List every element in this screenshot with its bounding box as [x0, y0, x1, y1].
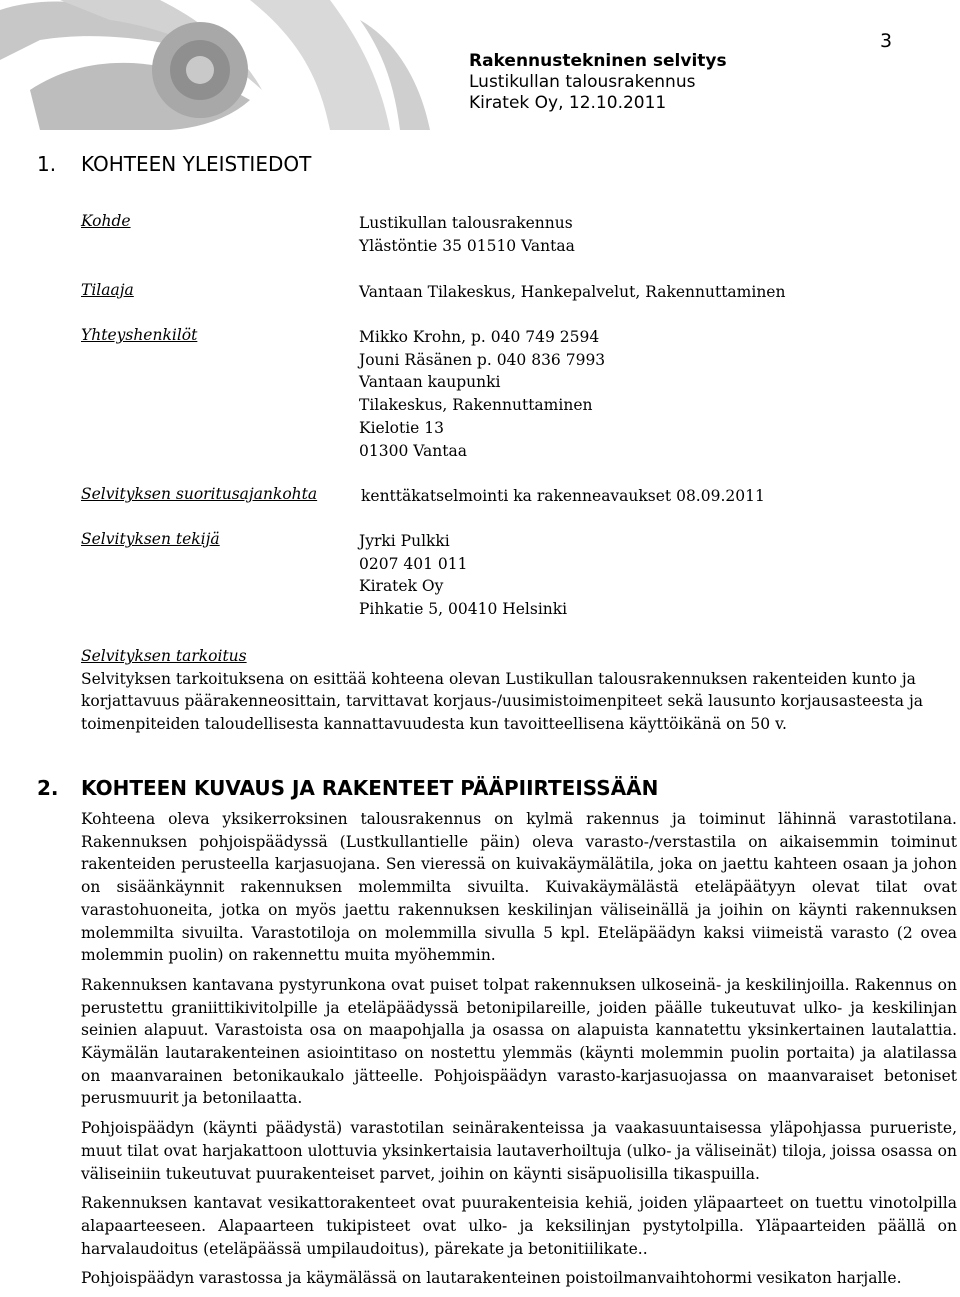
section-1-title: KOHTEEN YLEISTIEDOT — [81, 152, 312, 176]
page-number: 3 — [880, 30, 893, 52]
contact-line: Vantaan kaupunki — [359, 373, 501, 392]
kiratek-eye-logo — [0, 0, 440, 130]
kohde-value — [359, 212, 575, 257]
section-2-number: 2. — [37, 776, 59, 800]
tekija-label: Selvityksen tekijä — [81, 530, 220, 548]
tekija-line: 0207 401 011 — [359, 554, 468, 573]
tilaaja-value — [359, 281, 785, 304]
section-1-number: 1. — [37, 152, 57, 176]
ajankohta-label: Selvityksen suoritusajankohta — [81, 485, 318, 503]
kohde-line: Lustikullan talousrakennus — [359, 214, 573, 232]
header-title: Rakennustekninen selvitys — [469, 51, 727, 71]
tekija-line: Pihkatie 5, 00410 Helsinki — [359, 600, 568, 619]
yhteyshenkilot-value — [359, 326, 605, 462]
document-header — [469, 51, 727, 114]
paragraph: Pohjoispäädyn varastossa ja käymälässä on lautarakenteinen poistoilmanvaihtohormi vesikaton harjalle. — [81, 1269, 902, 1288]
paragraph: Kohteena oleva yksikerroksinen talousrakennus on kylmä rakennus ja toiminut lähinnä varastotilana. Rakennuksen pohjoispäädyssä (Lustkullantielle päin) oleva varasto-/verstastila on aikaisemmin toiminut rakenteiden perusteella karjasuojana. Sen vieressä on kuivakäymälätila, joka on jaettu kahteen osaan ja johon on sisäänkäynnit rakennuksen molemmilta sivuilta. Kuivakäymälästä eteläpäätyyn olevat tilat ovat varastohuoneita, jotka on myös jaettu rakennuksen keskilinjan väliseinällä ja joihin on käynti rakennuksen molemmilta sivuilta. Varastotiloja on molemmilla sivulla 5 kpl. Eteläpäädyn kaksi viimeistä varasto (2 ovea molemmin puolin) on rakennettu muita myöhemmin. — [81, 810, 957, 965]
contact-line: Jouni Räsänen p. 040 836 7993 — [359, 350, 606, 369]
tilaaja-line: Vantaan Tilakeskus, Hankepalvelut, Rakennuttaminen — [359, 283, 786, 301]
section-2-body — [81, 808, 957, 1297]
tarkoitus-label: Selvityksen tarkoitus — [81, 647, 247, 665]
paragraph: Pohjoispäädyn (käynti päädystä) varastotilan seinärakenteissa ja vaakasuuntaisessa yläpohjassa purueriste, muut tilat ovat harjakattoon ulottuvia yksinkertaisia lautaverhoiltuja (ulko- ja väliseinät) tiloja, joissa osassa on väliseiniin tukeutuvat puurakenteiset parvet, joihin on käynti sisäpuolisilla tikaspuilla. — [81, 1119, 957, 1183]
section-2-title: KOHTEEN KUVAUS JA RAKENTEET PÄÄPIIRTEISSÄÄN — [81, 776, 659, 800]
kohde-label: Kohde — [81, 212, 131, 230]
yhteyshenkilot-label: Yhteyshenkilöt — [81, 326, 198, 344]
tekija-line: Jyrki Pulkki — [359, 532, 450, 550]
paragraph: Rakennuksen kantavana pystyrunkona ovat puiset tolpat rakennuksen ulkoseinä- ja keskilinjoilla. Rakennus on perustettu graniittikivitolpille ja eteläpäädyssä betonipilareille, joiden päälle tukeutuvat ulko- ja keskilinjan seinien alapuut. Varastoista osa on maapohjalla ja osassa on alapuista kannatettu yksinkertainen lautalattia. Käymälän lautarakenteinen asiointitaso on nostettu ylemmäs (käynti molemmin puolin portaita) ja alatilassa on maanvarainen betonikaukalo jätteelle. Pohjoispäädyn varasto-karjasuojassa on maanvaraiset betoniset perusmuurit ja betonilaatta. — [81, 975, 957, 1108]
section-2-heading — [37, 776, 658, 800]
section-1-heading — [37, 152, 311, 176]
paragraph: Rakennuksen kantavat vesikattorakenteet ovat puurakenteisia kehiä, joiden yläpaarteet on tuettu vinotolpilla alapaarteeseen. Alapaarteen tukipisteet ovat ulko- ja keksilinjan pystytolpilla. Yläpaarteiden päällä on harvalaudoitus (eteläpäässä umpilaudoitus), pärekate ja betonitiilikate.. — [81, 1194, 957, 1258]
tarkoitus-block — [81, 645, 957, 735]
kohde-line: Ylästöntie 35 01510 Vantaa — [359, 236, 575, 255]
ajankohta-value: kenttäkatselmointi ka rakenneavaukset 08.09.2011 — [361, 487, 765, 505]
contact-line: Tilakeskus, Rakennuttaminen — [359, 396, 593, 415]
tekija-value — [359, 530, 567, 621]
tarkoitus-text: Selvityksen tarkoituksena on esittää kohteena olevan Lustikullan talousrakennuksen rakenteiden kunto ja korjattavuus päärakenneosittain, tarvittavat korjaus-/uusimistoimenpiteet sekä lausunto korjausasteesta ja toimenpiteiden taloudellisesta kannattavuudesta kun tavoitteellisena käyttöikänä on 50 v. — [81, 669, 924, 733]
contact-line: Mikko Krohn, p. 040 749 2594 — [359, 328, 600, 346]
tekija-line: Kiratek Oy — [359, 577, 444, 596]
contact-line: 01300 Vantaa — [359, 441, 467, 460]
header-subtitle: Lustikullan talousrakennus — [469, 72, 696, 92]
tilaaja-label: Tilaaja — [81, 281, 134, 299]
contact-line: Kielotie 13 — [359, 418, 445, 437]
header-company-date: Kiratek Oy, 12.10.2011 — [469, 93, 667, 113]
